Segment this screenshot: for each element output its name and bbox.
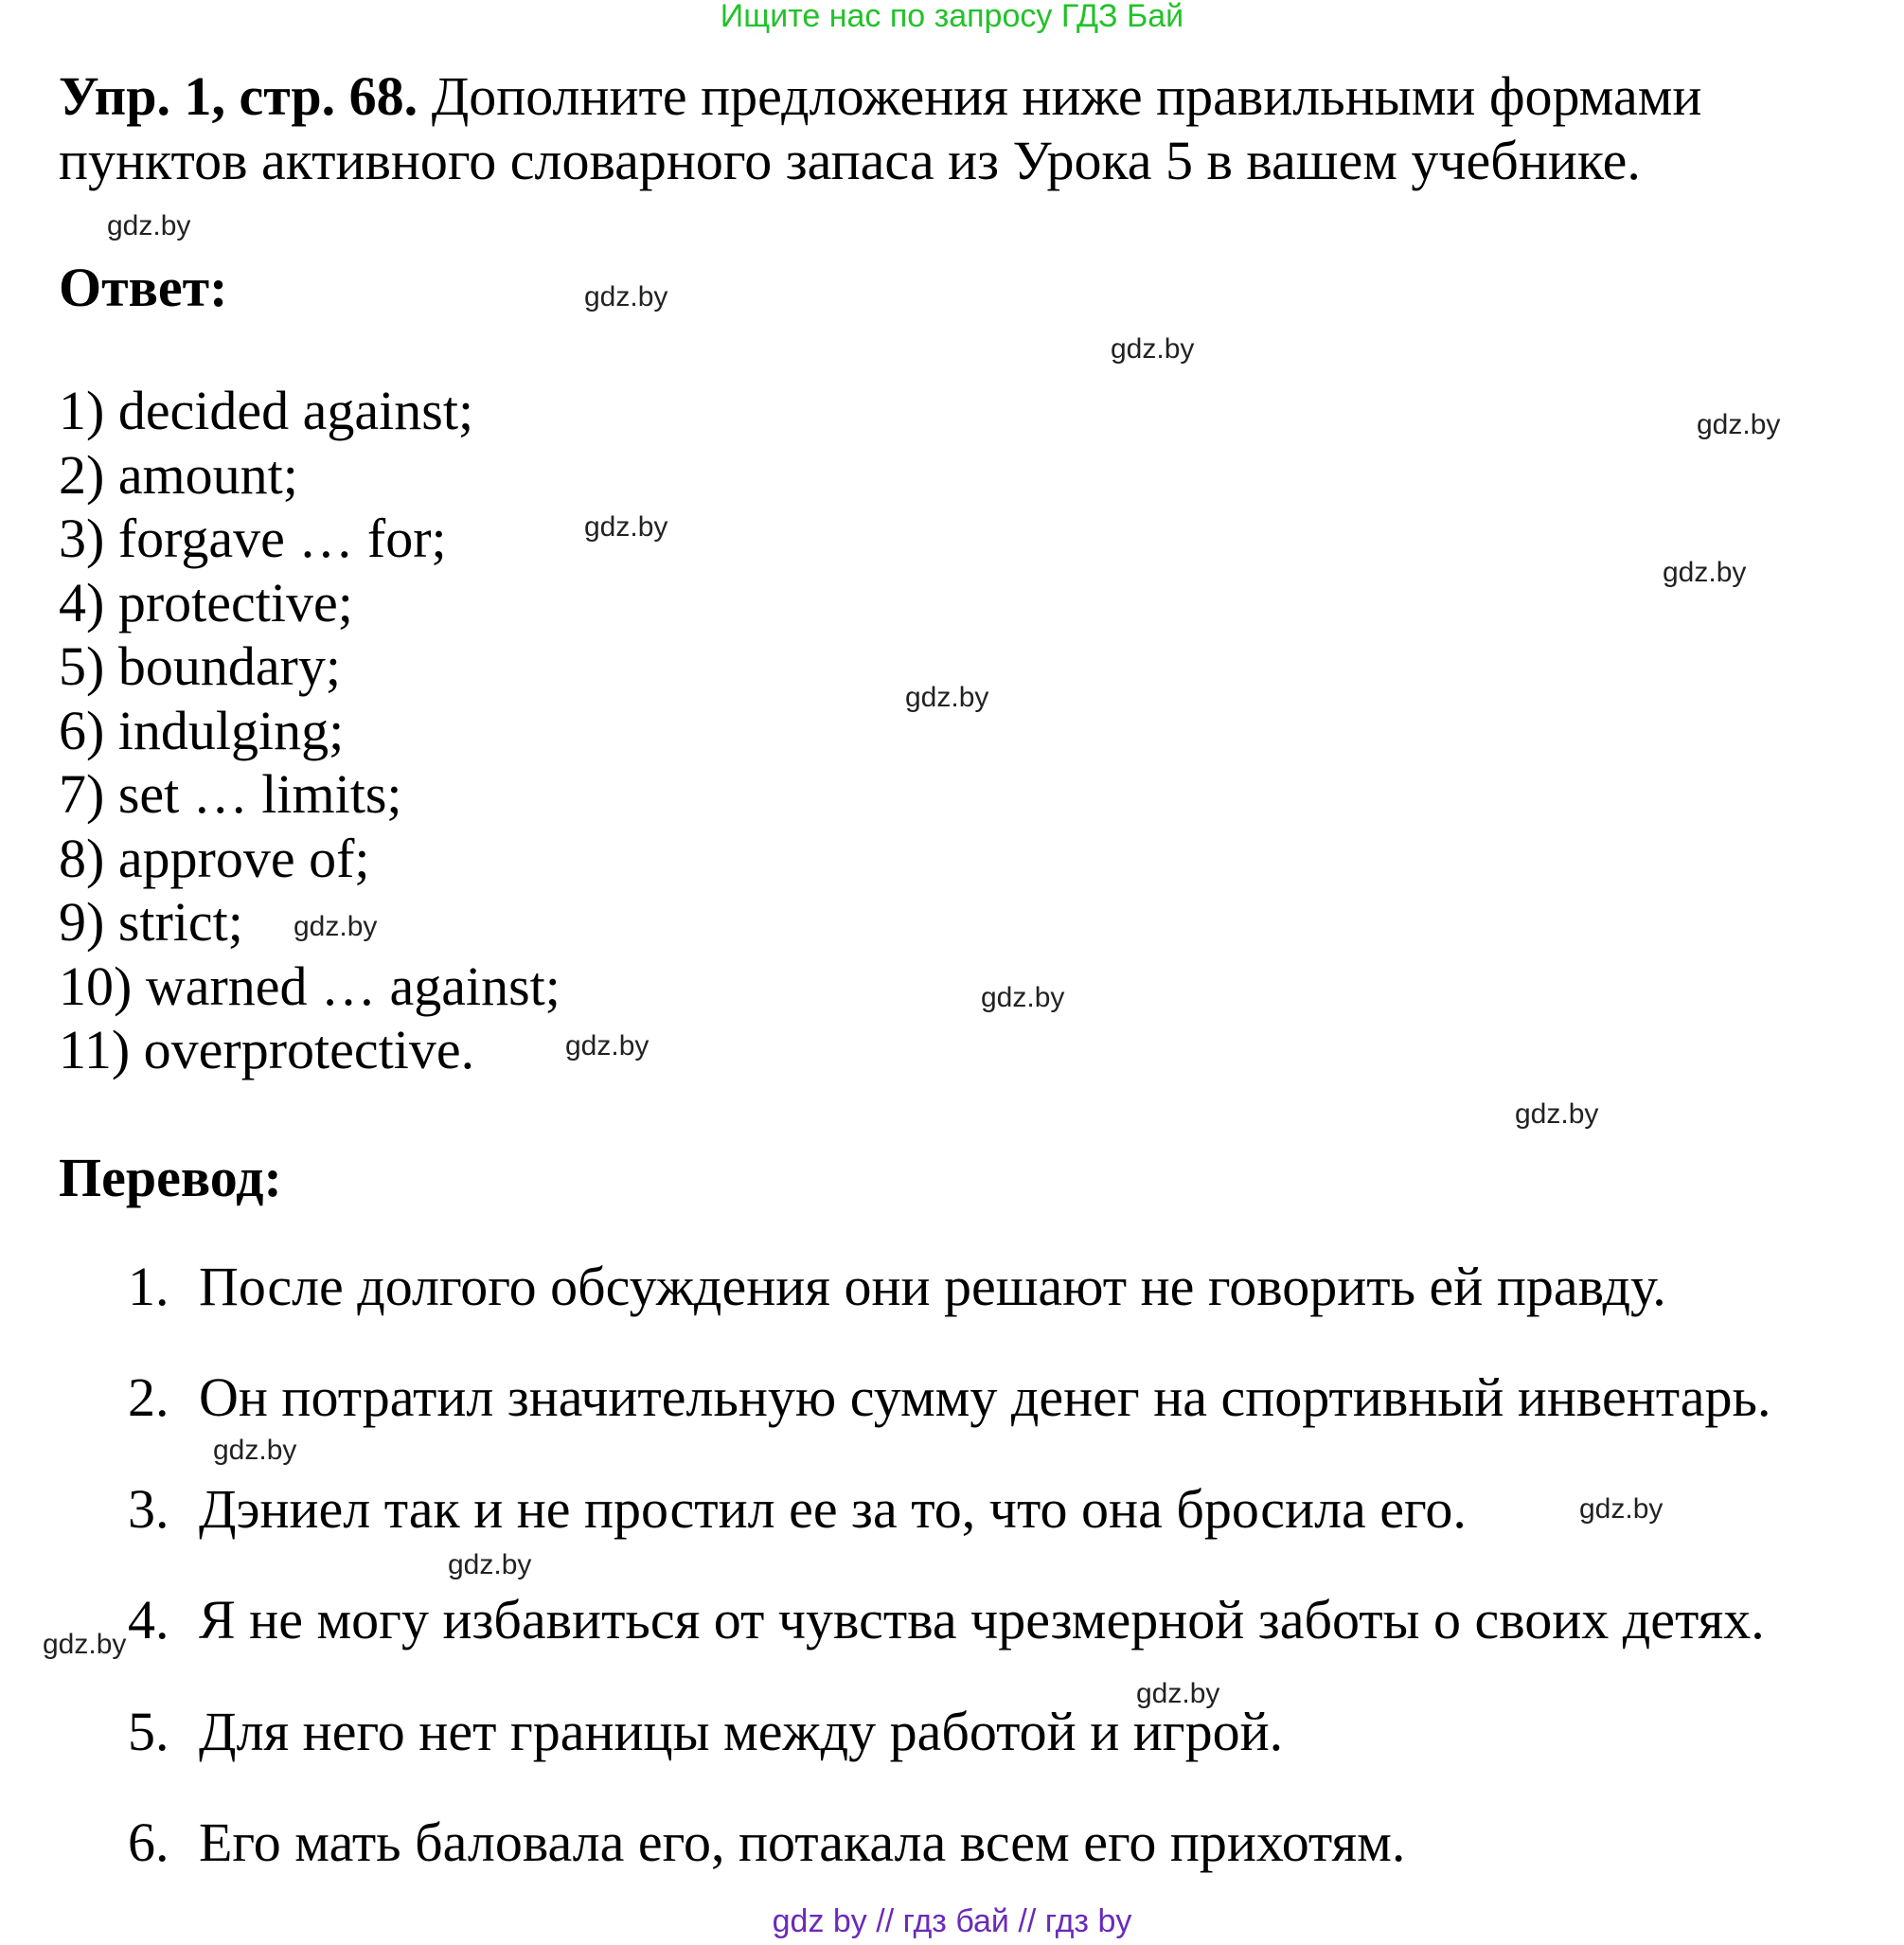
watermark: gdz.by	[1515, 1098, 1599, 1130]
answer-heading: Ответ:	[59, 257, 228, 318]
task-text: Дополните предложения ниже правильными формами пунктов активного словарного запаса из Урока 5 в вашем учебнике.	[59, 65, 1702, 191]
watermark: gdz.by	[905, 682, 989, 713]
task-statement	[59, 64, 1858, 193]
watermark: gdz.by	[213, 1435, 297, 1466]
watermark: gdz.by	[1663, 557, 1747, 588]
translation-item	[128, 1811, 1405, 1874]
translation-item	[128, 1700, 1283, 1763]
translation-text: Его мать баловала его, потакала всем его прихотям.	[199, 1811, 1406, 1873]
watermark: gdz.by	[1111, 333, 1195, 365]
watermark: gdz.by	[1697, 409, 1781, 440]
translation-text: Он потратил значительную сумму денег на спортивный инвентарь.	[199, 1366, 1771, 1428]
answer-item: 1) decided against;	[59, 380, 474, 441]
answer-item: 4) protective;	[59, 571, 353, 633]
translation-text: Дэниел так и не простил ее за то, что она бросила его.	[199, 1478, 1467, 1540]
search-banner: Ищите нас по запросу ГДЗ Бай	[720, 0, 1184, 34]
watermark: gdz.by	[565, 1030, 649, 1062]
watermark: gdz.by	[107, 210, 191, 241]
watermark: gdz.by	[448, 1549, 532, 1580]
answer-item: 8) approve of;	[59, 827, 370, 889]
translation-item	[128, 1477, 1467, 1541]
watermark: gdz.by	[1579, 1493, 1664, 1525]
translation-number: 5.	[128, 1701, 169, 1762]
answer-item: 3) forgave … for;	[59, 508, 447, 569]
translation-item	[128, 1255, 1666, 1318]
answer-list	[59, 379, 561, 1082]
translation-item	[128, 1365, 1771, 1429]
answer-item: 6) indulging;	[59, 699, 345, 761]
translation-number: 1.	[128, 1256, 169, 1317]
watermark: gdz.by	[981, 982, 1065, 1013]
translation-number: 3.	[128, 1478, 169, 1540]
answer-item: 5) boundary;	[59, 635, 341, 697]
answer-item: 9) strict;	[59, 891, 243, 953]
translation-text: Для него нет границы между работой и игрой.	[199, 1701, 1284, 1762]
watermark: gdz.by	[43, 1629, 127, 1660]
answer-item: 11) overprotective.	[59, 1019, 475, 1080]
task-label: Упр. 1, стр. 68.	[59, 65, 418, 127]
watermark: gdz.by	[584, 281, 668, 312]
watermark: gdz.by	[584, 511, 668, 543]
translation-number: 6.	[128, 1811, 169, 1873]
watermark: gdz.by	[294, 911, 378, 942]
translation-number: 2.	[128, 1366, 169, 1428]
answer-item: 10) warned … against;	[59, 955, 561, 1017]
watermark: gdz.by	[1136, 1678, 1220, 1709]
translation-number: 4.	[128, 1589, 169, 1651]
answer-item: 2) amount;	[59, 443, 298, 506]
translation-heading: Перевод:	[59, 1147, 282, 1208]
translation-text: После долгого обсуждения они решают не говорить ей правду.	[199, 1256, 1666, 1317]
footer-links: gdz by // гдз бай // гдз by	[772, 1903, 1132, 1939]
translation-item	[128, 1588, 1765, 1651]
answer-item: 7) set … limits;	[59, 763, 402, 825]
translation-text: Я не могу избавиться от чувства чрезмерной заботы о своих детях.	[199, 1589, 1765, 1651]
